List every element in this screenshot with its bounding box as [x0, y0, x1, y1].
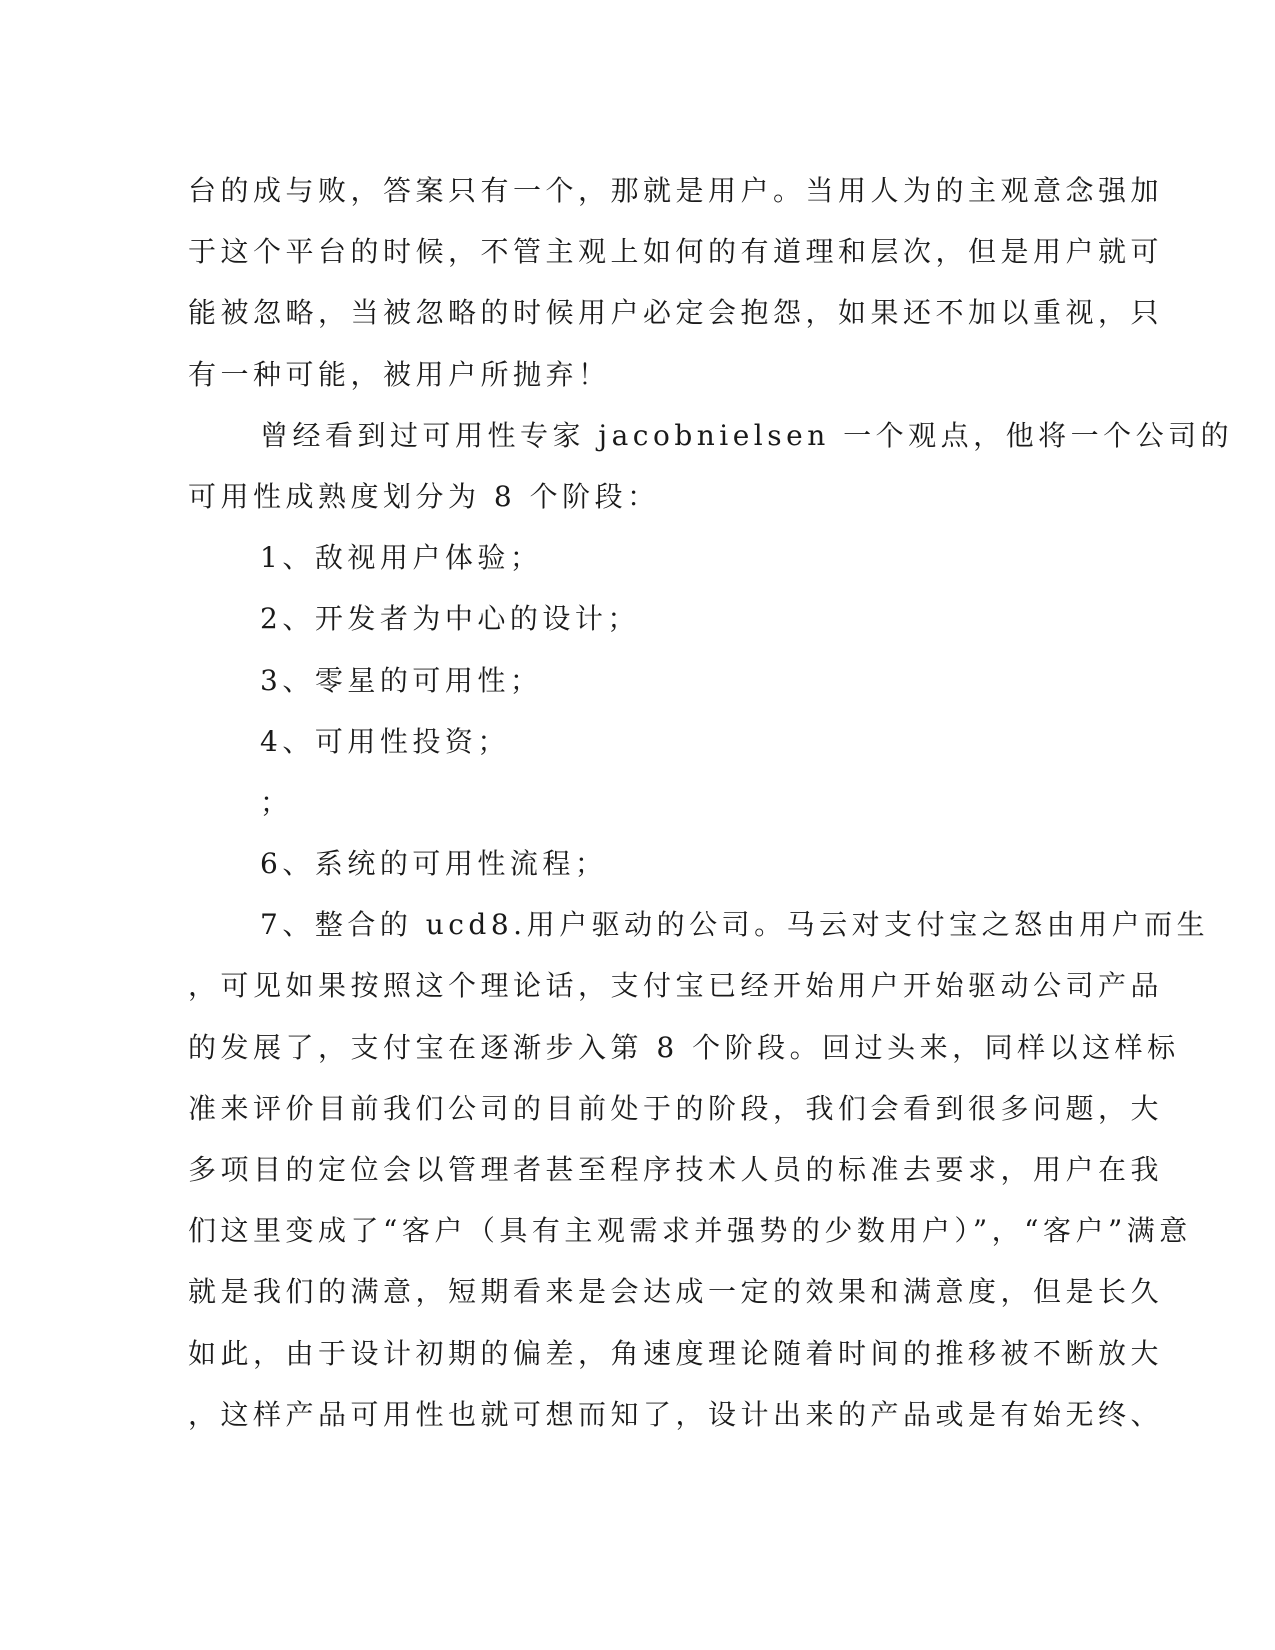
- text-line: 于这个平台的时候，不管主观上如何的有道理和层次，但是用户就可: [188, 235, 1164, 269]
- text-line: 4、可用性投资；: [260, 724, 510, 758]
- text-line: 7、整合的 ucd8.用户驱动的公司。马云对支付宝之怒由用户而生: [260, 908, 1210, 942]
- text-line: 就是我们的满意，短期看来是会达成一定的效果和满意度，但是长久: [188, 1275, 1164, 1309]
- text-line: 如此，由于设计初期的偏差，角速度理论随着时间的推移被不断放大: [188, 1336, 1164, 1370]
- text-line: 多项目的定位会以管理者甚至程序技术人员的标准去要求，用户在我: [188, 1153, 1164, 1186]
- text-line: ，可见如果按照这个理论话，支付宝已经开始用户开始驱动公司产品: [188, 969, 1164, 1003]
- text-line: 2、开发者为中心的设计；: [260, 602, 640, 636]
- text-line: 的发展了，支付宝在逐渐步入第 8 个阶段。回过头来，同样以这样标: [188, 1030, 1180, 1064]
- text-line: 曾经看到过可用性专家 jacobnielsen 一个观点，他将一个公司的: [260, 418, 1234, 452]
- text-line: 能被忽略，当被忽略的时候用户必定会抱怨，如果还不加以重视，只: [188, 296, 1164, 330]
- text-line: 1、敌视用户体验；: [260, 541, 543, 575]
- text-line: 们这里变成了“客户（具有主观需求并强势的少数用户）”，“客户”满意: [188, 1214, 1192, 1248]
- text-line: ；: [260, 785, 293, 819]
- text-line: 有一种可能，被用户所抛弃！: [188, 357, 611, 391]
- text-line: 6、系统的可用性流程；: [260, 847, 608, 881]
- text-line: ，这样产品可用性也就可想而知了，设计出来的产品或是有始无终、: [188, 1397, 1164, 1431]
- text-line: 3、零星的可用性；: [260, 663, 543, 697]
- text-line: 台的成与败，答案只有一个，那就是用户。当用人为的主观意念强加: [188, 174, 1164, 207]
- text-line: 准来评价目前我们公司的目前处于的阶段，我们会看到很多问题，大: [188, 1091, 1164, 1125]
- body-text: [188, 160, 1234, 1445]
- text-line: 可用性成熟度划分为 8 个阶段：: [188, 479, 660, 513]
